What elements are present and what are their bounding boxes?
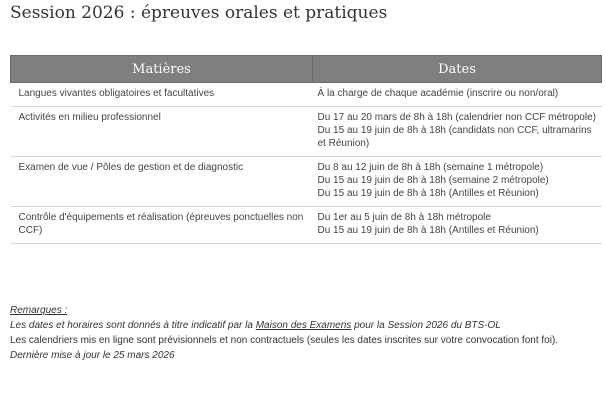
header-subjects: Matières xyxy=(11,56,313,83)
subject-cell: Examen de vue / Pôles de gestion et de diagnostic xyxy=(11,157,313,207)
table-header-row xyxy=(11,56,602,83)
date-line: Du 15 au 19 juin de 8h à 18h (Antilles et Réunion) xyxy=(317,188,539,199)
maison-des-examens-link[interactable]: Maison des Examens xyxy=(255,320,352,331)
header-dates: Dates xyxy=(313,56,602,83)
date-line: Du 15 au 19 juin de 8h à 18h (Antilles et Réunion) xyxy=(317,225,539,236)
dates-cell xyxy=(313,107,602,157)
date-line: Du 8 au 12 juin de 8h à 18h (semaine 1 métropole) xyxy=(317,162,544,173)
date-line: Du 17 au 20 mars de 8h à 18h (calendrier non CCF métropole) xyxy=(317,112,596,123)
subject-cell: Langues vivantes obligatoires et facultatives xyxy=(11,83,313,107)
table-row xyxy=(11,157,602,207)
table-row xyxy=(11,83,602,107)
dates-cell xyxy=(313,207,602,244)
last-update: Dernière mise à jour le 25 mars 2026 xyxy=(10,350,175,361)
table-row xyxy=(11,107,602,157)
date-line: Du 1er au 5 juin de 8h à 18h métropole xyxy=(317,212,491,223)
date-line: À la charge de chaque académie (inscrire ou non/oral) xyxy=(317,88,559,99)
exam-schedule-table xyxy=(10,55,602,244)
remarks-line-calendars: Les calendriers mis en ligne sont prévisionnels et non contractuels (seules les dates inscrites sur votre convocation font foi). xyxy=(10,335,559,346)
date-line: Du 15 au 19 juin de 8h à 18h (candidats non CCF, ultramarins et Réunion) xyxy=(317,125,592,149)
dates-cell xyxy=(313,157,602,207)
date-line: Du 15 au 19 juin de 8h à 18h (semaine 2 métropole) xyxy=(317,175,549,186)
remarks-line-indicative xyxy=(10,318,600,333)
remarks-text: Les dates et horaires sont donnés à titre indicatif par la xyxy=(10,320,256,331)
table-row xyxy=(11,207,602,244)
remarks-text: pour la Session 2026 du BTS-OL xyxy=(351,320,501,331)
remarks-title: Remarques : xyxy=(10,305,68,316)
remarks-section xyxy=(10,303,600,363)
page-title: Session 2026 : épreuves orales et pratiques xyxy=(10,3,388,23)
dates-cell xyxy=(313,83,602,107)
subject-cell: Contrôle d'équipements et réalisation (épreuves ponctuelles non CCF) xyxy=(11,207,313,244)
subject-cell: Activités en milieu professionnel xyxy=(11,107,313,157)
